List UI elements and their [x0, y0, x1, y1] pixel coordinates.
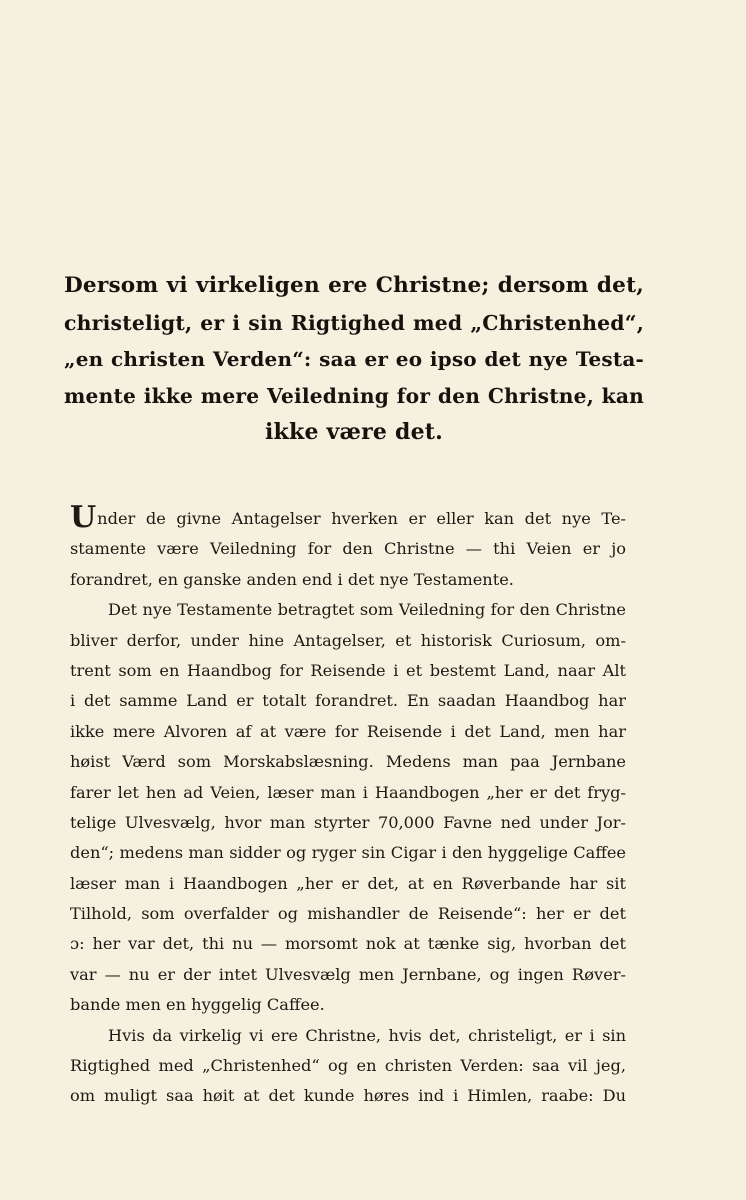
text-line: Rigtighed med „Christenhed“ og en christen Verden: saa vil jeg,: [70, 1056, 626, 1076]
text-line: [70, 500, 626, 535]
text-line: var — nu er der intet Ulvesvælg men Jernbane, og ingen Røver-: [70, 964, 626, 984]
text-line: farer let hen ad Veien, læser man i Haandbogen „her er det fryg-: [70, 782, 626, 802]
text-line: stamente være Veiledning for den Christne — thi Veien er jo: [70, 539, 626, 559]
heading-line: ikke være det.: [265, 419, 443, 445]
text-line: Hvis da virkelig vi ere Christne, hvis det, christeligt, er i sin: [108, 1025, 626, 1045]
text-line-content: nder de givne Antagelser hverken er eller kan det nye Te-: [97, 509, 626, 528]
text-line: den“; medens man sidder og ryger sin Cigar i den hyggelige Caffee: [70, 843, 626, 863]
heading-line: christeligt, er i sin Rigtighed med „Christenhed“,: [64, 310, 644, 335]
text-line: trent som en Haandbog for Reisende i et bestemt Land, naar Alt: [70, 660, 626, 680]
heading-line: mente ikke mere Veiledning for den Christne, kan: [64, 383, 644, 408]
text-line: telige Ulvesvælg, hvor man styrter 70,000 Favne ned under Jor-: [70, 812, 626, 832]
text-line: læser man i Haandbogen „her er det, at en Røverbande har sit: [70, 873, 626, 893]
text-line: om muligt saa høit at det kunde høres ind i Himlen, raabe: Du: [70, 1086, 626, 1106]
text-line: høist Værd som Morskabslæsning. Medens man paa Jernbane: [70, 752, 626, 772]
text-line: ikke mere Alvoren af at være for Reisende i det Land, men har: [70, 721, 626, 741]
text-line: forandret, en ganske anden end i det nye Testamente.: [70, 569, 514, 589]
text-line: Det nye Testamente betragtet som Veiledning for den Christne: [108, 600, 626, 620]
text-line: i det samme Land er totalt forandret. En saadan Haandbog har: [70, 691, 626, 711]
heading-line: Dersom vi virkeligen ere Christne; dersom det,: [64, 273, 644, 298]
heading-line: „en christen Verden“: saa er eo ipso det nye Testa-: [64, 347, 644, 371]
text-line: ɔ: her var det, thi nu — morsomt nok at tænke sig, hvorban det: [70, 934, 626, 954]
body-text: [70, 500, 626, 1112]
text-line: Tilhold, som overfalder og mishandler de Reisende“: her er det: [70, 904, 626, 924]
text-line: bliver derfor, under hine Antagelser, et historisk Curiosum, om-: [70, 630, 626, 650]
section-heading: [64, 268, 644, 451]
text-line: bande men en hyggelig Caffee.: [70, 995, 325, 1015]
drop-cap: U: [70, 500, 97, 535]
